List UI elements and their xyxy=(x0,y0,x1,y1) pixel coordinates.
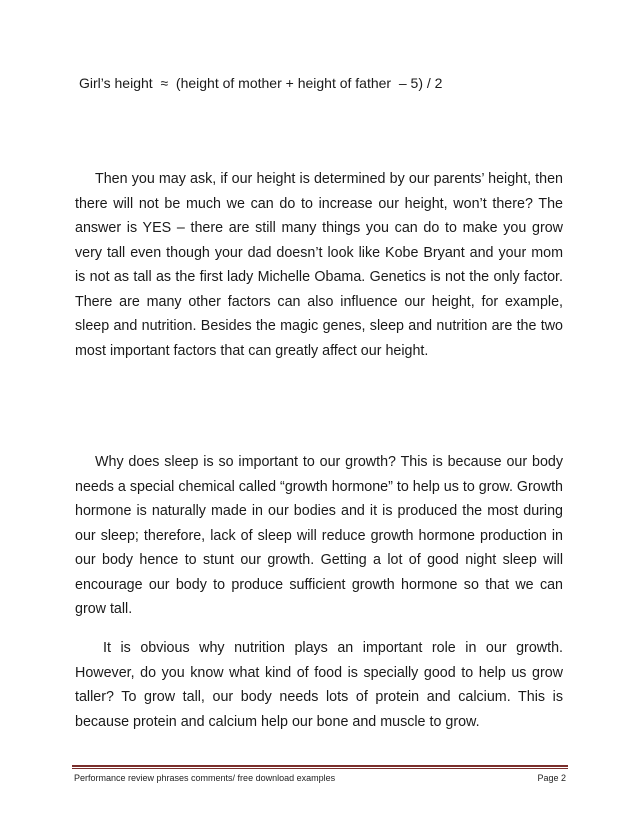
footer-caption: Performance review phrases comments/ free download examples xyxy=(74,773,336,783)
paragraph-genetics: Then you may ask, if our height is determined by our parents’ height, then there will not be much we can do to increase our height, won’t there? The answer is YES – there are still many things you can do to make you grow very tall even though your dad doesn’t look like Kobe Bryant and your mom is not as tall as the first lady Michelle Obama. Genetics is not the only factor. There are many other factors can also influence our height, for example, sleep and nutrition. Besides the magic genes, sleep and nutrition are the two most important factors that can greatly affect our height. xyxy=(75,171,563,359)
height-formula: Girl’s height ≈ (height of mother + height of father – 5) / 2 xyxy=(79,75,443,91)
paragraph-sleep: Why does sleep is so important to our growth? This is because our body needs a special chemical called “growth hormone” to help us to grow. Growth hormone is naturally made in our bodies and it is produced the most during our sleep; therefore, lack of sleep will reduce growth hormone production in our body hence to stunt our growth. Getting a lot of good night sleep will encourage our body to produce sufficient growth hormone so that we can grow tall. xyxy=(75,454,563,617)
page-number: Page 2 xyxy=(537,773,566,783)
footer-divider-thin xyxy=(72,768,568,769)
paragraph-nutrition: It is obvious why nutrition plays an important role in our growth. However, do you know what kind of food is specially good to help us grow taller? To grow tall, our body needs lots of protein and calcium. This is because protein and calcium help our bone and muscle to grow. xyxy=(75,640,563,730)
footer-divider xyxy=(72,765,568,767)
